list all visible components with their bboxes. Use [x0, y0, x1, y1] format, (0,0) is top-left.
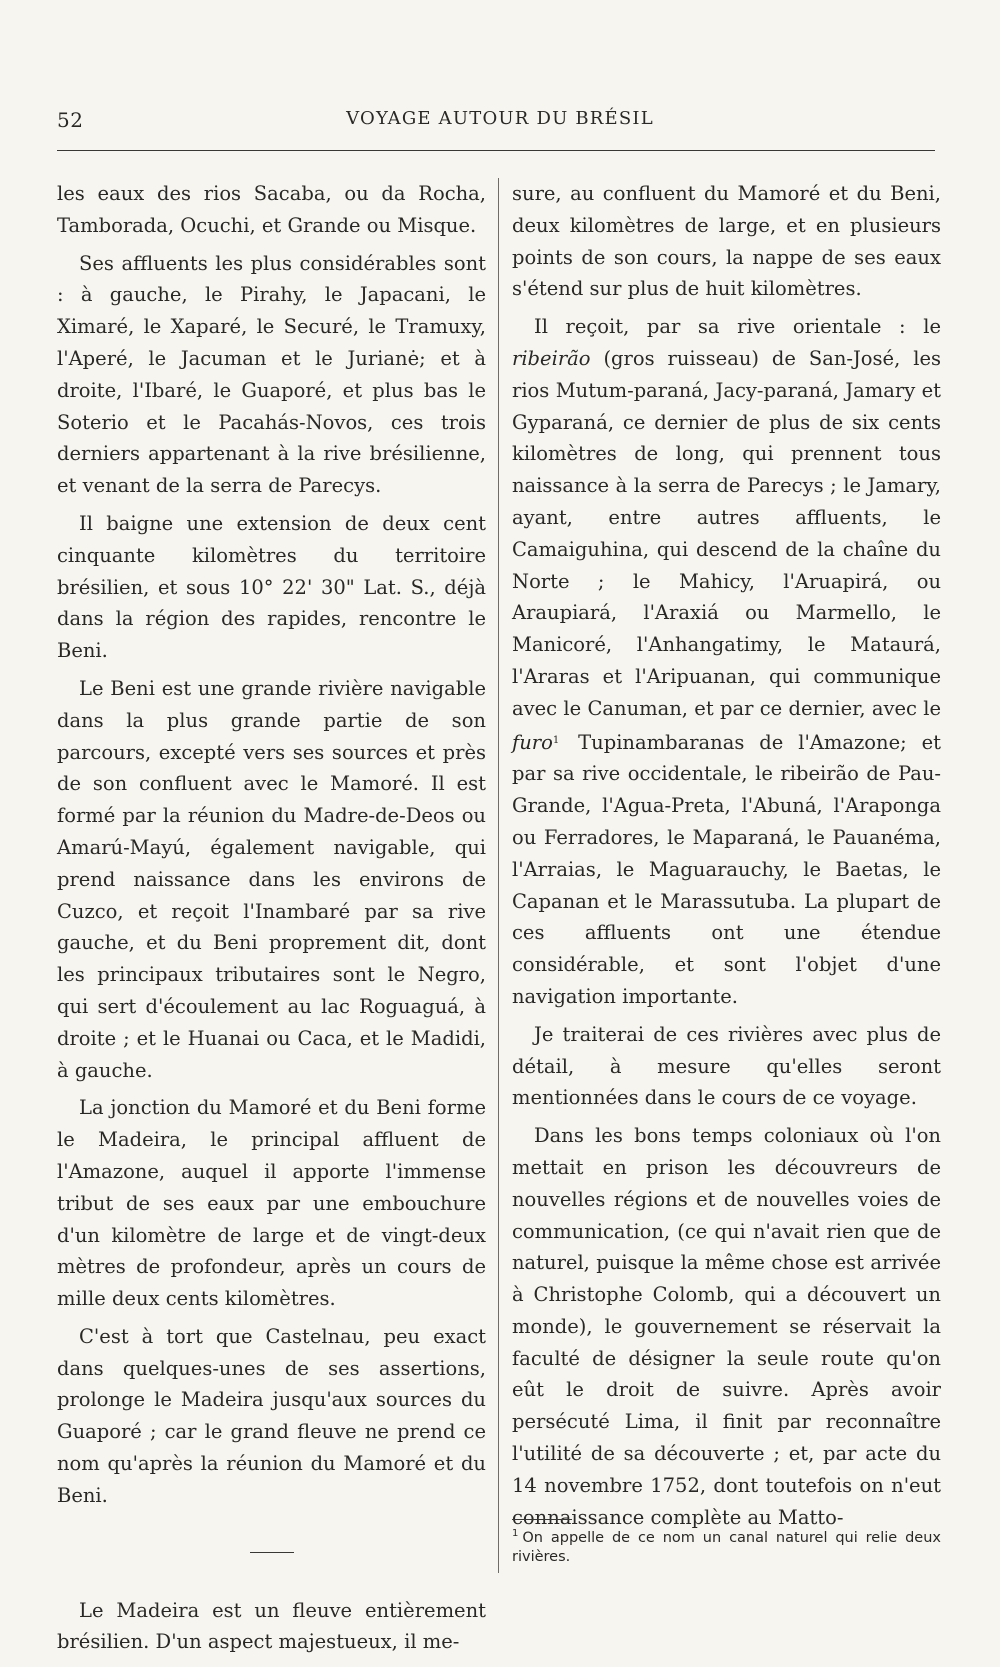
footnote-reference: 1 [552, 734, 560, 746]
paragraph: Ses affluents les plus considérables sont : à gauche, le Pirahy, le Japacani, le Ximaré, le Xaparé, le Securé, le Tramuxy, l'Aperé, le Jacuman et le Jurianė; et à droite, l'Ibaré, le Guaporé, et plus bas le Soterio et le Pacahás-Novos, ces trois derniers appartenant à la rive brésilienne, et venant de la serra de Parecys. [57, 251, 486, 498]
paragraph: Je traiterai de ces rivières avec plus de détail, à mesure qu'elles seront mentionnées dans le cours de ce voyage. [512, 1022, 941, 1110]
footnote-mark: 1 [512, 1528, 519, 1539]
text-span: (gros ruisseau) de San-José, les rios Mutum-paraná, Jacy-paraná, Jamary et Gyparaná, ce dernier de plus de six cents kilomètres de long, qui prennent tous naissance à la serra de Parecys ; le Jamary, ayant, entre autres affluents, le Camaiguhina, qui descend de la chaîne du Norte ; le Mahicy, l'Aruapirá, ou Araupiará, l'Araxiá ou Marmello, le Manicoré, l'Anhangatimy, le Mataurá, l'Araras et l'Aripuanan, qui communique avec le Canuman, et par ce dernier, avec le [512, 346, 941, 720]
paragraph [512, 311, 941, 1013]
footnote-rule [512, 1519, 572, 1520]
italic-term-furo: furo [512, 730, 553, 754]
left-column [57, 178, 486, 1654]
paragraph: les eaux des rios Sacaba, ou da Rocha, Tamborada, Ocuchi, et Grande ou Misque. [57, 182, 486, 237]
paragraph: Dans les bons temps coloniaux où l'on mettait en prison les découvreurs de nouvelles régions et de nouvelles voies de communication, (ce qui n'avait rien que de naturel, puisque la même chose est arrivée à Christophe Colomb, qui a découvert un monde), le gouvernement se réservait la faculté de désigner la seule route qu'on eût le droit de suivre. Après avoir persécuté Lima, il finit par reconnaître l'utilité de sa découverte ; et, par acte du 14 novembre 1752, dont toutefois on n'eut connaissance complète au Matto- [512, 1124, 941, 1529]
column-divider [498, 178, 499, 1573]
text-span: Tupinambaranas de l'Amazone; et par sa rive occidentale, le ribeirão de Pau-Grande, l'Agua-Preta, l'Abuná, l'Araponga ou Ferradores, le Maparaná, le Pauanéma, l'Arraias, le Maguarauchy, le Baetas, le Capanan et le Marassutuba. La plupart de ces affluents ont une étendue considérable, et sont l'objet d'une navigation importante. [512, 730, 941, 1008]
paragraph: C'est à tort que Castelnau, peu exact dans quelques-unes de ses assertions, prolonge le Madeira jusqu'aux sources du Guaporé ; car le grand fleuve ne prend ce nom qu'après la réunion du Mamoré et du Beni. [57, 1324, 486, 1507]
paragraph: La jonction du Mamoré et du Beni forme le Madeira, le principal affluent de l'Amazone, auquel il apporte l'immense tribut de ses eaux par une embouchure d'un kilomètre de large et de vingt-deux mètres de profondeur, après un cours de mille deux cents kilomètres. [57, 1096, 486, 1311]
text-span: Il reçoit, par sa rive orientale : le [534, 315, 941, 339]
paragraph: sure, au confluent du Mamoré et du Beni, deux kilomètres de large, et en plusieurs points de son cours, la nappe de ses eaux s'étend sur plus de huit kilomètres. [512, 182, 941, 301]
right-column [512, 178, 941, 1529]
footnote-text: On appelle de ce nom un canal naturel qui relie deux rivières. [512, 1530, 941, 1565]
paragraph: Le Madeira est un fleuve entièrement brésilien. D'un aspect majestueux, il me- [57, 1598, 486, 1654]
header-rule [57, 150, 935, 151]
paragraph: Il baigne une extension de deux cent cinquante kilomètres du territoire brésilien, et sous 10° 22' 30" Lat. S., déjà dans la région des rapides, rencontre le Beni. [57, 511, 486, 663]
italic-term: ribeirão [512, 346, 591, 370]
footnote [512, 1524, 941, 1567]
page-number: 52 [57, 108, 84, 132]
paragraph: Le Beni est une grande rivière navigable dans la plus grande partie de son parcours, excepté vers ses sources et près de son confluent avec le Mamoré. Il est formé par la réunion du Madre-de-Deos ou Amarú-Mayú, également navigable, qui prend naissance dans les environs de Cuzco, et reçoit l'Inambaré par sa rive gauche, et du Beni proprement dit, dont les principaux tributaires sont le Negro, qui sert d'écoulement au lac Roguaguá, à droite ; et le Huanai ou Caca, et le Madidi, à gauche. [57, 676, 486, 1082]
running-head: VOYAGE AUTOUR DU BRÉSIL [346, 108, 654, 129]
section-rule [250, 1552, 294, 1553]
